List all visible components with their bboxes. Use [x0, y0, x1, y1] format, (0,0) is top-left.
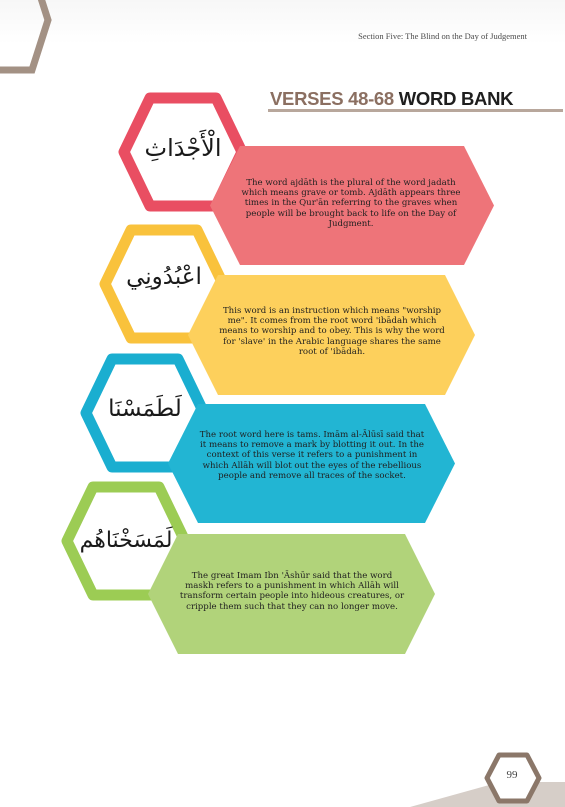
- definition-2: This word is an instruction which means "worship me". It comes from the root word 'ibādah which means to worship and to obey. This is why the word for 'slave' in the Arabic language shares the same root of 'ibādah.: [219, 306, 445, 357]
- arabic-word-2: اعْبُدُونِي: [126, 264, 202, 290]
- page-number: 99: [506, 769, 518, 781]
- definition-4: The great Imam Ibn 'Āshūr said that the word maskh refers to a punishment in which Allāh will transform certain people into hideous creatures, or cripple them such that they can no longer move.: [179, 571, 405, 612]
- section-title: Section Five: The Blind on the Day of Judgement: [358, 31, 527, 41]
- heading-word-bank: WORD BANK: [398, 88, 514, 109]
- heading-underline: [268, 109, 563, 112]
- arabic-word-3: لَطَمَسْنَا: [108, 396, 182, 422]
- corner-hexagon-decoration: [0, 0, 70, 80]
- page-heading: [270, 88, 513, 110]
- arabic-word-1: الْأَجْدَاثِ: [144, 134, 222, 162]
- definition-3: The root word here is tams. Imām al-Ālūsī said that it means to remove a mark by blotting it out. In the context of this verse it refers to a punishment in which Allāh will blot out the eyes of the rebellious people and remove all traces of the socket.: [199, 430, 425, 481]
- arabic-word-4: لَمَسَخْنَاهُم: [79, 528, 173, 553]
- definition-1: The word ajdāth is the plural of the word jadath which means grave or tomb. Ajdāth appears three times in the Qur'ān referring to the graves when people will be brought back to life on the Day of Judgment.: [241, 178, 461, 229]
- heading-verses: VERSES 48-68: [270, 88, 399, 109]
